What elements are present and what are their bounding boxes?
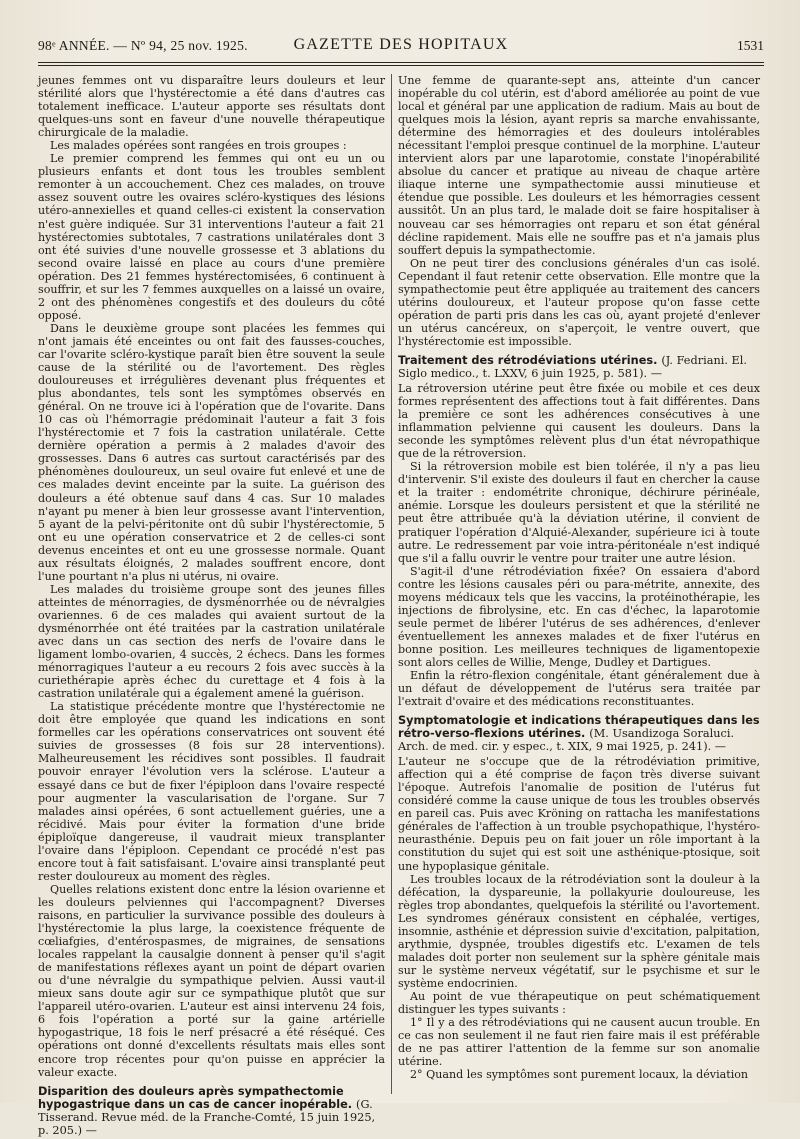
article-reference: (G. Tisserand. Revue méd. de la Franche-Comté, 15 juin 1925, p. 205.) — xyxy=(38,1097,376,1137)
paragraph: On ne peut tirer des conclusions générales d'un cas isolé. Cependant il faut retenir cette observation. Elle montre que la sympathectomie peut être appliquée au traitement des cancers utérins douloureux, et l'auteur propose qu'on fasse cette opération de parti pris dans les cas où, ayant projeté d'enlever un utérus cancéreux, on s'aperçoit, le ventre ouvert, que l'hystérectomie est impossible. xyxy=(398,256,760,348)
right-column xyxy=(398,74,760,1081)
article-reference: (J. Fedriani. El. Siglo medico., t. LXXV, 6 juin 1925, p. 581). — xyxy=(398,353,747,380)
column-divider xyxy=(391,74,392,1094)
header-rule-bottom xyxy=(38,65,764,66)
paragraph: Les troubles locaux de la rétrodéviation sont la douleur à la défécation, la dyspareunie, la pollakyurie douloureuse, les règles trop abondantes, quelquefois la stérilité ou l'avortement. Les syndromes généraux consistent en céphalée, vertiges, insomnie, asthénie et dépression suivie d'excitation, palpitation, arythmie, dyspnée, troubles digestifs etc. L'examen de tels malades doit porter non seulement sur la sphère génitale mais sur le système nerveux végétatif, sur le psychisme et sur le système endocrinien. xyxy=(398,872,760,990)
paragraph: Les malades du troisième groupe sont des jeunes filles atteintes de ménorragies, de dysménorrhée ou de névralgies ovariennes. 6 de ces malades qui avaient surtout de la dysménorrhée ont été traitées par la castration unilatérale avec dans un cas section des nerfs de l'ovaire dans le ligament lombo-ovarien, 4 succès, 2 échecs. Dans les formes ménorragiques l'auteur a eu recours 2 fois avec succès à la curiethérapie après échec du curettage et 4 fois à la castration unilatérale qui a également amené la guérison. xyxy=(38,582,385,701)
article-reference: (M. Usandizoga Soraluci. Arch. de med. cir. y espec., t. XIX, 9 mai 1925, p. 241). — xyxy=(398,727,735,754)
paragraph: Le premier comprend les femmes qui ont eu un ou plusieurs enfants et dont tous les troubles semblent remonter à un accouchement. Chez ces malades, on trouve assez souvent outre les ovaires scléro-kystiques des lésions utéro-annexielles et quand celles-ci existent la conservation n'est guère indiquée. Sur 31 interventions l'auteur a fait 21 hystérectomies subtotales, 7 castrations unilatérales dont 3 ont été suivies d'une nouvelle grossesse et 3 ablations du second ovaire laissé en place au cours d'une première opération. Des 21 femmes hystérectomisées, 6 continuent à souffrir, et sur les 7 femmes auxquelles on a laissé un ovaire, 2 ont des phénomènes congestifs et des douleurs du côté opposé. xyxy=(38,152,385,322)
paragraph: Enfin la rétro-flexion congénitale, étant généralement due à un défaut de développement de l'utérus sera traitée par l'extrait d'ovaire et des médications reconstituantes. xyxy=(398,669,760,709)
left-column xyxy=(38,74,385,1139)
paragraph: Au point de vue thérapeutique on peut schématiquement distinguer les types suivants : xyxy=(398,990,760,1017)
paragraph: La rétroversion utérine peut être fixée ou mobile et ces deux formes représentent des affections tout à fait différentes. Dans la première ce sont les adhérences consécutives à une inflammation pelvienne qui causent les douleurs. Dans la seconde les symptômes relèvent plus d'un état névropathique que de la rétroversion. xyxy=(398,381,760,461)
journal-title: GAZETTE DES HOPITAUX xyxy=(293,36,509,53)
paragraph: S'agit-il d'une rétrodéviation fixée? On essaiera d'abord contre les lésions causales péri ou para-métrite, annexite, des moyens médicaux tels que les vaccins, la protéinothérapie, les injections de fibrolysine, etc. En cas d'échec, la laparotomie seule permet de libérer l'utérus de ses adhérences, d'enlever éventuellement les annexes malades et de fixer l'utérus en bonne position. Les meilleures techniques de ligamentopexie sont alors celles de Willie, Menge, Dudley et Dartigues. xyxy=(398,564,760,669)
issue-info: 98ᵉ ANNÉE. — Nº 94, 25 nov. 1925. xyxy=(38,38,248,53)
paragraph: Si la rétroversion mobile est bien tolérée, il n'y a pas lieu d'intervenir. S'il existe des douleurs il faut en chercher la cause et la traiter : endométrite chronique, déchirure périnéale, anémie. Lorsque les douleurs persistent et que la stérilité ne peut être attribuée qu'à la déviation utérine, il convient de pratiquer l'opération d'Alquié-Alexander, supérieure ici à toute autre. Le redressement par voie intra-péritonéale n'est indiqué que s'il a fallu ouvrir le ventre pour traiter une autre lésion. xyxy=(398,460,760,565)
article-title: Symptomatologie et indications thérapeutiques dans les rétro-verso-flexions utérines. xyxy=(398,714,760,741)
article-heading xyxy=(38,1085,385,1137)
paragraph: 1° Il y a des rétrodéviations qui ne causent aucun trouble. En ce cas non seulement il ne faut rien faire mais il est préférable de ne pas attirer l'attention de la femme sur son anomalie utérine. xyxy=(398,1016,760,1069)
paragraph: Une femme de quarante-sept ans, atteinte d'un cancer inopérable du col utérin, est d'abord améliorée au point de vue local et général par une application de radium. Mais au bout de quelques mois la lésion, ayant repris sa marche envahissante, détermine des hémorragies et des douleurs intolérables nécessitant l'emploi presque continuel de la morphine. L'auteur intervient alors par une laparotomie, constate l'inopérabilité absolue du cancer et pratique au niveau de chaque artère iliaque interne une sympathectomie aussi minutieuse et étendue que possible. Les douleurs et les hémorragies cessent aussitôt. Un an plus tard, le malade doit se faire hospitaliser à nouveau car ses hémorragies ont reparu et son état général décline rapidement. Mais elle ne souffre pas et n'a jamais plus souffert depuis la sympathectomie. xyxy=(398,74,760,257)
article-title: Traitement des rétrodéviations utérines. xyxy=(398,353,658,367)
article-heading xyxy=(398,354,760,380)
paragraph: Les malades opérées sont rangées en trois groupes : xyxy=(50,139,347,153)
paragraph: 2° Quand les symptômes sont purement locaux, la déviation xyxy=(410,1068,749,1082)
page-number: 1531 xyxy=(737,38,764,53)
paragraph: Quelles relations existent donc entre la lésion ovarienne et les douleurs pelviennes qui l'accompagnent? Diverses raisons, en particulier la survivance possible des douleurs à l'hystérectomie la plus large, la coexistence fréquente de cœliafgies, d'entérospasmes, de migraines, de sensations locales rappelant la causalgie donnent à penser qu'il s'agit de manifestations réflexes ayant un point de départ ovarien ou d'une névralgie du sympathique pelvien. Aussi vaut-il mieux sans doute agir sur ce sympathique plutôt que sur l'appareil utéro-ovarien. L'auteur est ainsi intervenu 24 fois, 6 fois l'opération a porté sur la gaine artérielle hypogastrique, 18 fois le nerf présacré a été réséqué. Ces opérations ont donné d'excellents résultats mais elles sont encore trop récentes pour qu'on puisse en apprécier la valeur exacte. xyxy=(38,882,385,1079)
article-heading xyxy=(398,714,760,753)
paragraph: La statistique précédente montre que l'hystérectomie ne doit être employée que quand les indications en sont formelles car les opérations conservatrices ont souvent été suivies de grossesses (8 fois sur 28 interventions). Malheureusement les récidives sont possibles. Il faudrait pouvoir enrayer l'évolution vers la sclérose. L'auteur a essayé dans ce but de fixer l'épiploon dans l'ovaire respecté pour augmenter la vascularisation de l'organe. Sur 7 malades ainsi opérées, 6 sont actuellement guéries, une a récidivé. Mais pour éviter la formation d'une bride épiploïque dangereuse, il vaudrait mieux transplanter l'ovaire dans l'épiploon. Cependant ce procédé n'est pas encore tout à fait satisfaisant. L'ovaire ainsi transplanté peut rester douloureux au moment des règles. xyxy=(38,700,385,883)
paragraph: jeunes femmes ont vu disparaître leurs douleurs et leur stérilité alors que l'hystérectomie a été dans d'autres cas totalement inefficace. L'auteur apporte ses résultats dont quelques-uns sont en faveur d'une nouvelle thérapeutique chirurgicale de la maladie. xyxy=(38,74,385,140)
article-title: Disparition des douleurs après sympathectomie hypogastrique dans un cas de cancer inopérable. xyxy=(38,1084,353,1111)
page-header xyxy=(38,34,764,60)
paragraph: L'auteur ne s'occupe que de la rétrodéviation primitive, affection qui a été comprise de façon très diverse suivant l'époque. Autrefois l'anomalie de position de l'utérus fut considéré comme la cause unique de tous les troubles observés en pareil cas. Puis avec Kröning on rattacha les manifestations générales de l'affection à un trouble psychopathique, l'hystéro-neurasthénie. Depuis peu on fait jouer un rôle important à la constitution du sujet qui est soit une asthénique-ptosique, soit une hypoplasique génitale. xyxy=(398,755,760,873)
paragraph: Dans le deuxième groupe sont placées les femmes qui n'ont jamais été enceintes ou ont fait des fausses-couches, car l'ovarite scléro-kystique paraît bien être souvent la seule cause de la stérilité ou de l'avortement. Des règles douloureuses et irrégulières devenant plus fréquentes et plus abondantes, tels sont les symptômes observés en général. On ne trouve ici à l'opération que de l'ovarite. Dans 10 cas où l'hémorragie prédominait l'auteur a fait 3 fois l'hystérectomie et 7 fois la castration unilatérale. Cette dernière opération a permis à 2 malades d'avoir des grossesses. Dans 6 autres cas surtout caractérisés par des phénomènes douloureux, un seul ovaire fut enlevé et une de ces malades devint enceinte par la suite. La guérison des douleurs a été obtenue sauf dans 4 cas. Sur 10 malades n'ayant pu mener à bien leur grossesse avant l'intervention, 5 ayant de la pelvi-péritonite ont dû subir l'hystérectomie, 5 ont eu une opération conservatrice et 2 de celles-ci sont devenus enceintes et ont eu une grossesse normale. Quant aux résultats éloignés, 2 malades souffrent encore, dont l'une pourtant n'a plus ni utérus, ni ovaire. xyxy=(38,321,385,583)
header-rule-top xyxy=(38,62,764,63)
